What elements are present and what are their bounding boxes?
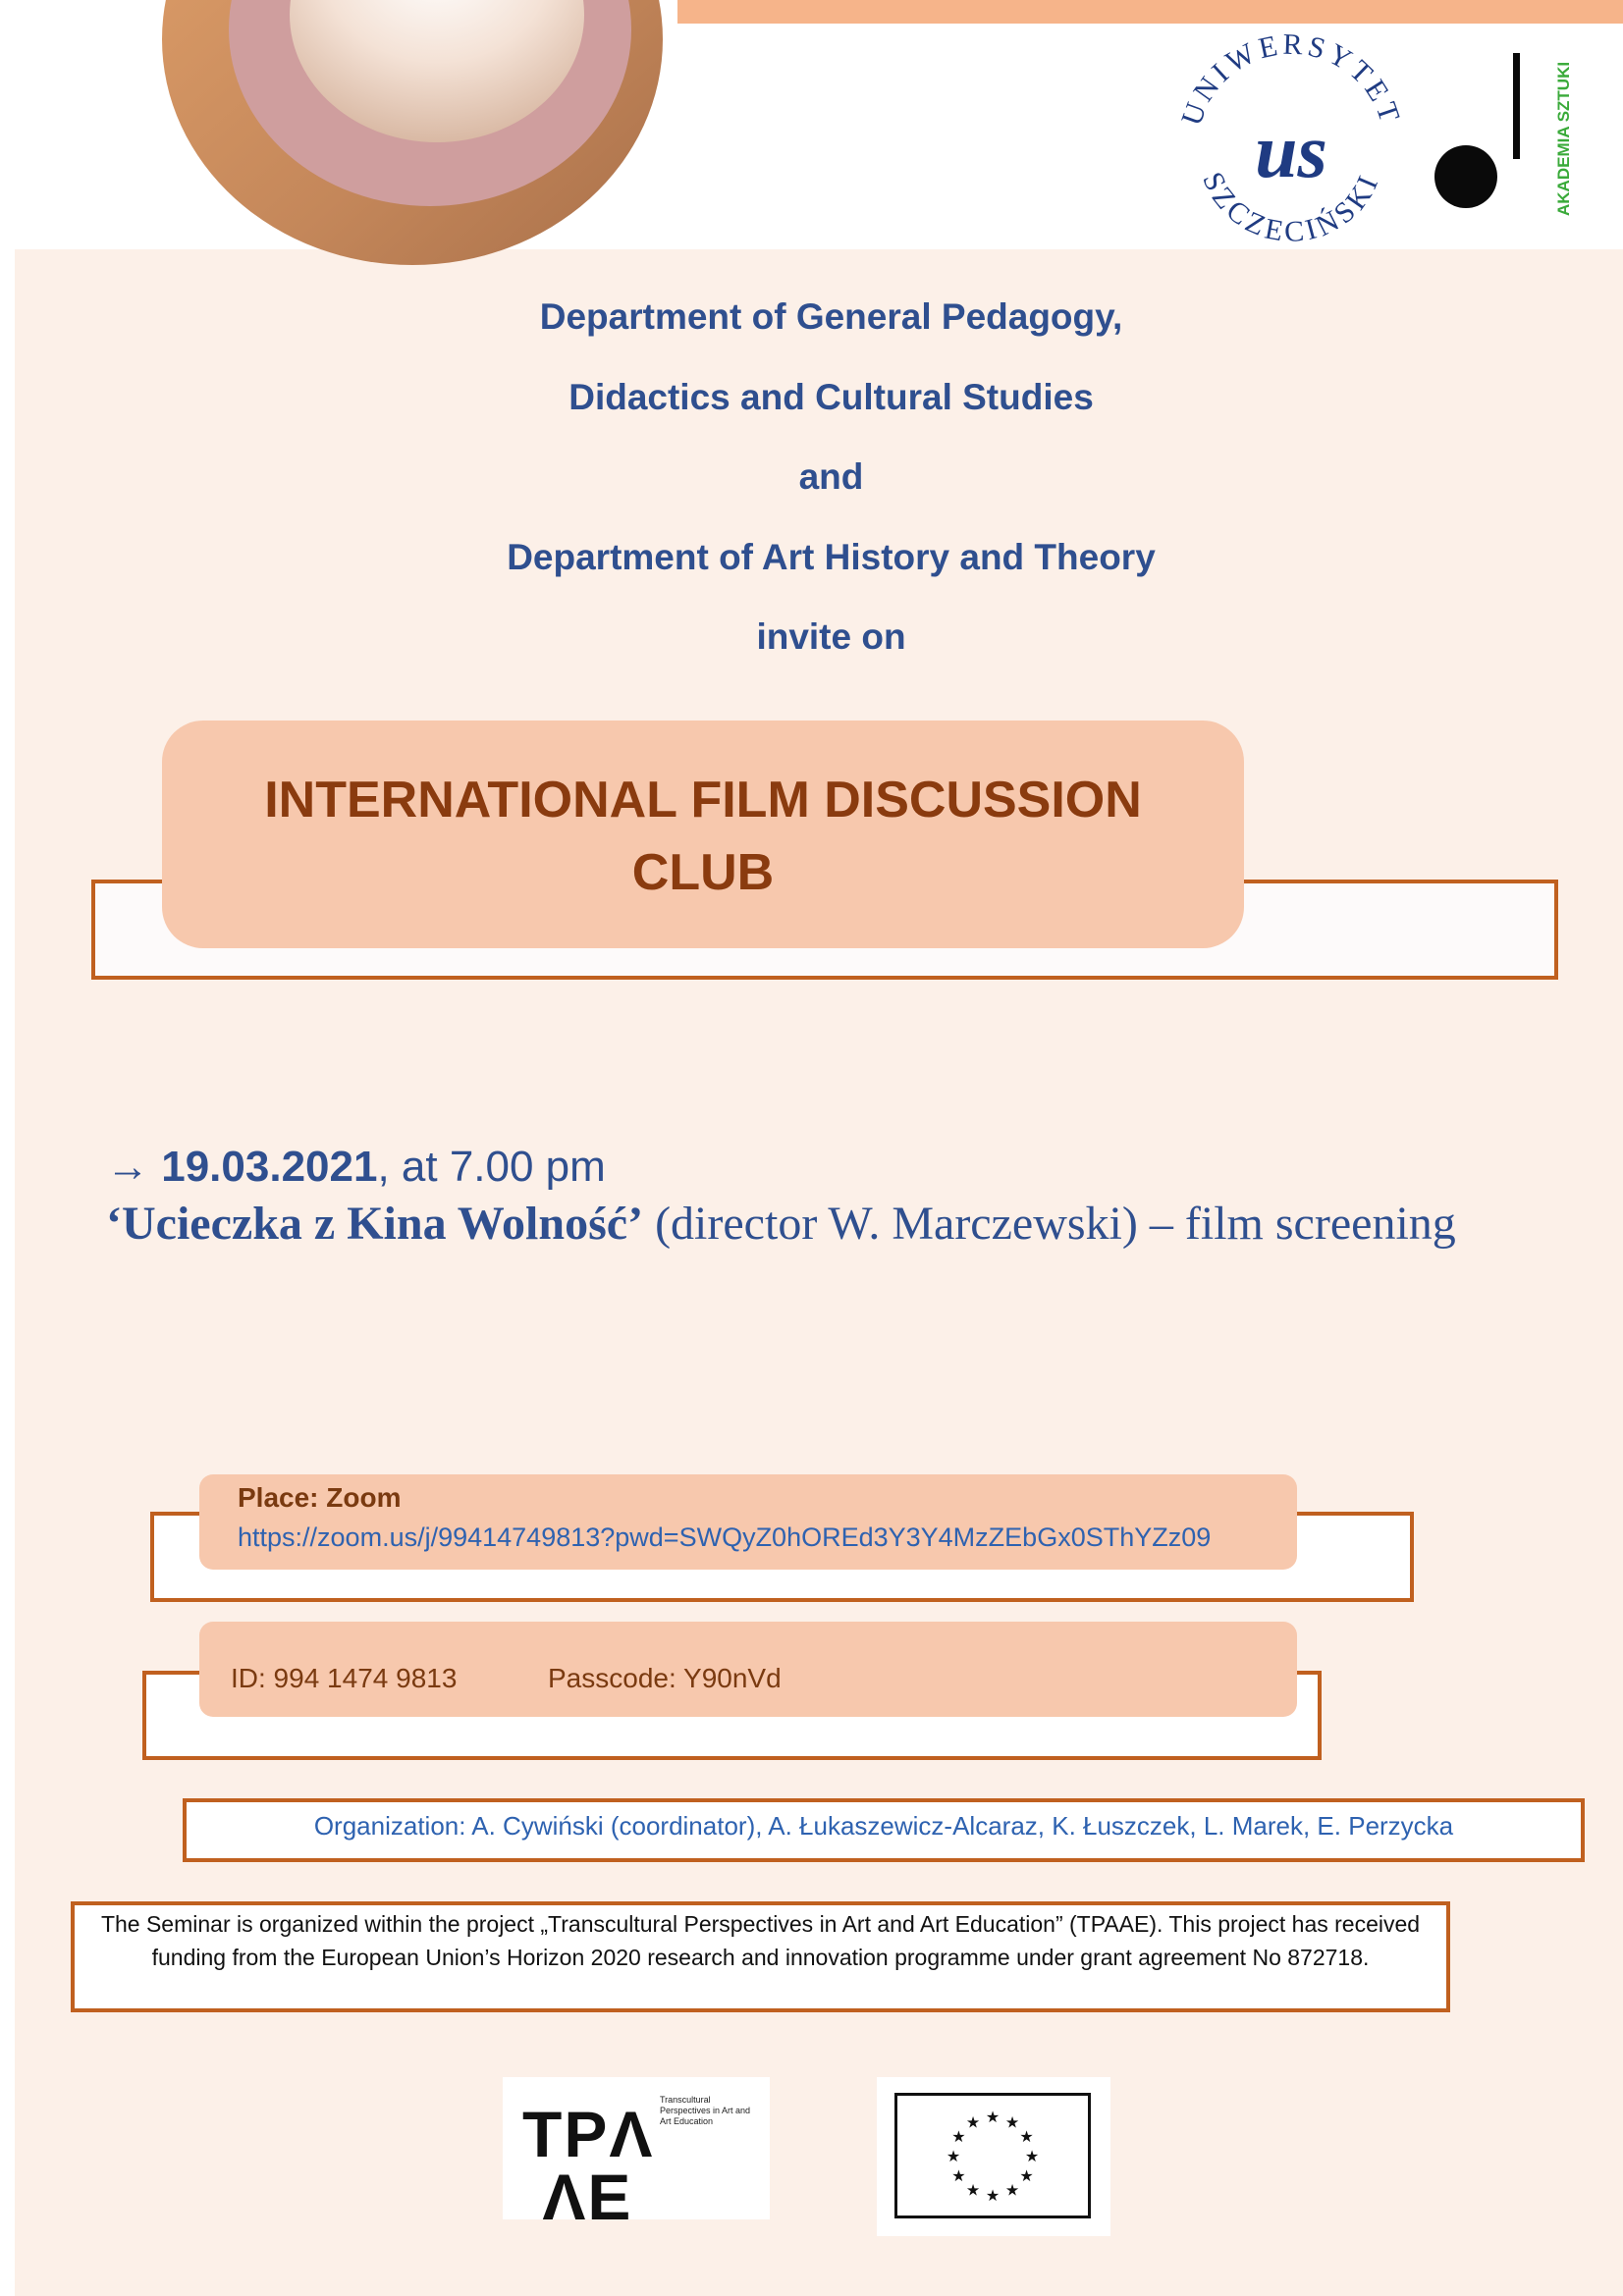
eu-star-icon: ★ xyxy=(965,2182,981,2200)
intro-line-4: Department of Art History and Theory xyxy=(507,537,1156,577)
zoom-link[interactable]: https://zoom.us/j/99414749813?pwd=SWQyZ0hOREd3Y3Y4MzZEbGx0SThYZz09 xyxy=(238,1522,1212,1552)
film-title: ‘Ucieczka z Kina Wolność’ xyxy=(106,1198,644,1250)
event-date: 19.03.2021 xyxy=(161,1143,378,1191)
intro-line-2: Didactics and Cultural Studies xyxy=(568,377,1094,417)
meeting-passcode: Passcode: Y90nVd xyxy=(548,1663,782,1693)
svg-text:SZCZECIŃSKI: SZCZECIŃSKI xyxy=(1196,167,1386,249)
eu-star-icon: ★ xyxy=(965,2114,981,2132)
event-datetime xyxy=(106,1139,606,1196)
event-time: , at 7.00 pm xyxy=(377,1143,606,1191)
eu-star-icon: ★ xyxy=(1004,2114,1020,2132)
intro-line-1: Department of General Pedagogy, xyxy=(539,296,1123,337)
intro-line-5: invite on xyxy=(756,616,906,657)
academy-of-art-logo xyxy=(1429,49,1586,226)
eu-star-icon: ★ xyxy=(951,2168,966,2185)
tpaae-logo-mark: TPΛ ΛE xyxy=(522,2098,655,2233)
eu-star-icon: ★ xyxy=(1019,2129,1034,2146)
top-accent-bar xyxy=(677,0,1623,24)
decorative-brush-ring-icon xyxy=(118,0,707,314)
eu-star-icon: ★ xyxy=(1019,2168,1034,2185)
eu-star-icon: ★ xyxy=(1004,2182,1020,2200)
eu-star-icon: ★ xyxy=(1024,2149,1040,2165)
eu-stars-icon xyxy=(894,2093,1091,2218)
film-line xyxy=(106,1194,1456,1255)
title-line-2: CLUB xyxy=(631,844,775,901)
svg-text:AKADEMIA SZTUKI: AKADEMIA SZTUKI xyxy=(1554,61,1573,216)
film-details: (director W. Marczewski) – film screening xyxy=(643,1198,1456,1250)
svg-text:us: us xyxy=(1255,108,1327,193)
organization-text: Organization: A. Cywiński (coordinator), A. Łukaszewicz-Alcaraz, K. Łuszczek, L. Marek, E. Perzycka xyxy=(313,1811,1454,1841)
arrow-right-icon: → xyxy=(106,1143,149,1191)
eu-star-icon: ★ xyxy=(985,2109,1001,2126)
eu-star-icon: ★ xyxy=(946,2149,961,2165)
funding-text: The Seminar is organized within the project „Transcultural Perspectives in Art and Art Education” (TPAAE). This project has received funding from the European Union’s Horizon 2020 research and innovation programme under grant agreement No 872718. xyxy=(100,1911,1421,1970)
university-szczecin-logo-icon xyxy=(1168,20,1414,265)
intro-line-3: and xyxy=(798,456,864,497)
meeting-id: ID: 994 1474 9813 xyxy=(231,1663,458,1693)
tpaae-logo xyxy=(503,2077,770,2233)
eu-flag-icon xyxy=(877,2077,1110,2236)
title-line-1: INTERNATIONAL FILM DISCUSSION xyxy=(264,772,1142,828)
eu-star-icon: ★ xyxy=(951,2129,966,2146)
event-title xyxy=(162,764,1244,909)
tpaae-logo-caption: Transcultural Perspectives in Art and Art Education xyxy=(660,2095,751,2126)
eu-star-icon: ★ xyxy=(985,2188,1001,2205)
svg-text:UNIWERSYTET: UNIWERSYTET xyxy=(1174,27,1408,130)
place-label: Place: Zoom xyxy=(238,1482,402,1513)
